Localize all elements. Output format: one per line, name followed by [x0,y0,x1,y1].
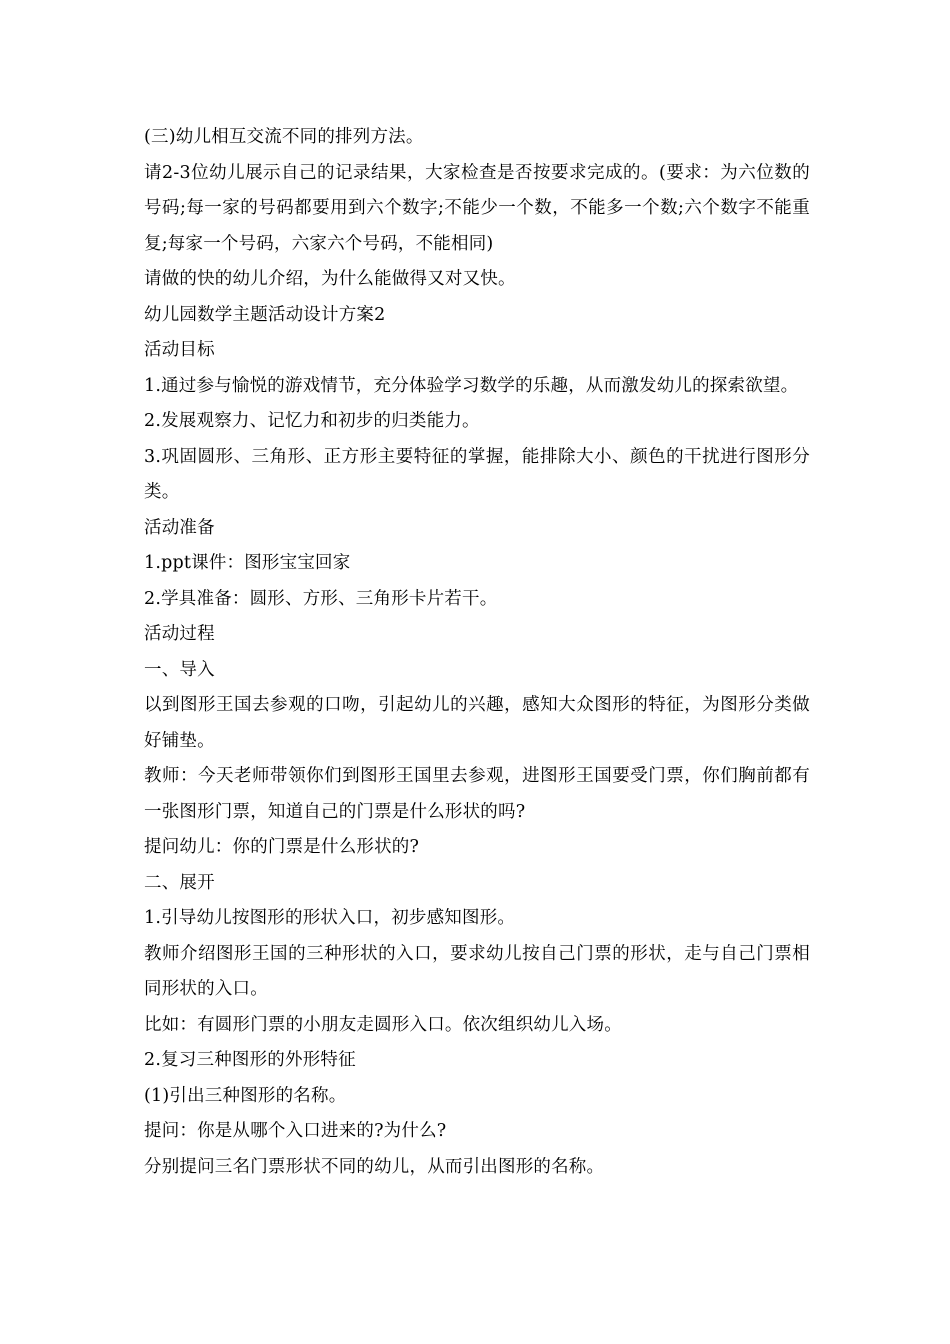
substep-1: (1)引出三种图形的名称。 [144,1085,347,1106]
step-2: 2.复习三种图形的外形特征 [144,1050,356,1070]
paragraph-introduction: 以到图形王国去参观的口吻，引起幼儿的兴趣，感知大众图形的特征，为图形分类做好铺垫。 [144,695,810,751]
goal-2: 2.发展观察力、记忆力和初步的归类能力。 [144,411,480,431]
paragraph-1: (三)幼儿相互交流不同的排列方法。 [144,127,424,147]
heading-introduction: 一、导入 [144,659,215,680]
paragraph-question: 提问幼儿：你的门票是什么形状的? [144,837,420,857]
heading-development: 二、展开 [144,872,215,893]
document-body [144,120,810,1185]
preparation-2: 2.学具准备：圆形、方形、三角形卡片若干。 [144,588,498,609]
heading-activity-preparation: 活动准备 [144,517,215,538]
paragraph-teacher: 教师：今天老师带领你们到图形王国里去参观，进图形王国要受门票，你们胸前都有一张图形门票，知道自己的门票是什么形状的吗? [144,766,810,822]
paragraph-entrances: 教师介绍图形王国的三种形状的入口，要求幼儿按自己门票的形状，走与自己门票相同形状的入口。 [144,943,810,999]
heading-activity-goals: 活动目标 [144,340,215,360]
preparation-1: 1.ppt课件：图形宝宝回家 [144,553,351,573]
paragraph-ask: 提问：你是从哪个入口进来的?为什么? [144,1121,447,1141]
paragraph-final: 分别提问三名门票形状不同的幼儿，从而引出图形的名称。 [144,1156,605,1177]
paragraph-3: 请做的快的幼儿介绍，为什么能做得又对又快。 [144,269,516,289]
step-1: 1.引导幼儿按图形的形状入口，初步感知图形。 [144,908,516,928]
section-title: 幼儿园数学主题活动设计方案2 [144,304,386,325]
goal-1: 1.通过参与愉悦的游戏情节，充分体验学习数学的乐趣，从而激发幼儿的探索欲望。 [144,375,799,396]
paragraph-example: 比如：有圆形门票的小朋友走圆形入口。依次组织幼儿入场。 [144,1014,622,1035]
heading-activity-process: 活动过程 [144,624,215,644]
goal-3: 3.巩固圆形、三角形、正方形主要特征的掌握，能排除大小、颜色的干扰进行图形分类。 [144,446,810,502]
paragraph-2: 请2-3位幼儿展示自己的记录结果，大家检查是否按要求完成的。(要求：为六位数的号码;每一家的号码都要用到六个数字;不能少一个数，不能多一个数;六个数字不能重复;每家一个号码，六家六个号码，不能相同) [144,162,810,254]
